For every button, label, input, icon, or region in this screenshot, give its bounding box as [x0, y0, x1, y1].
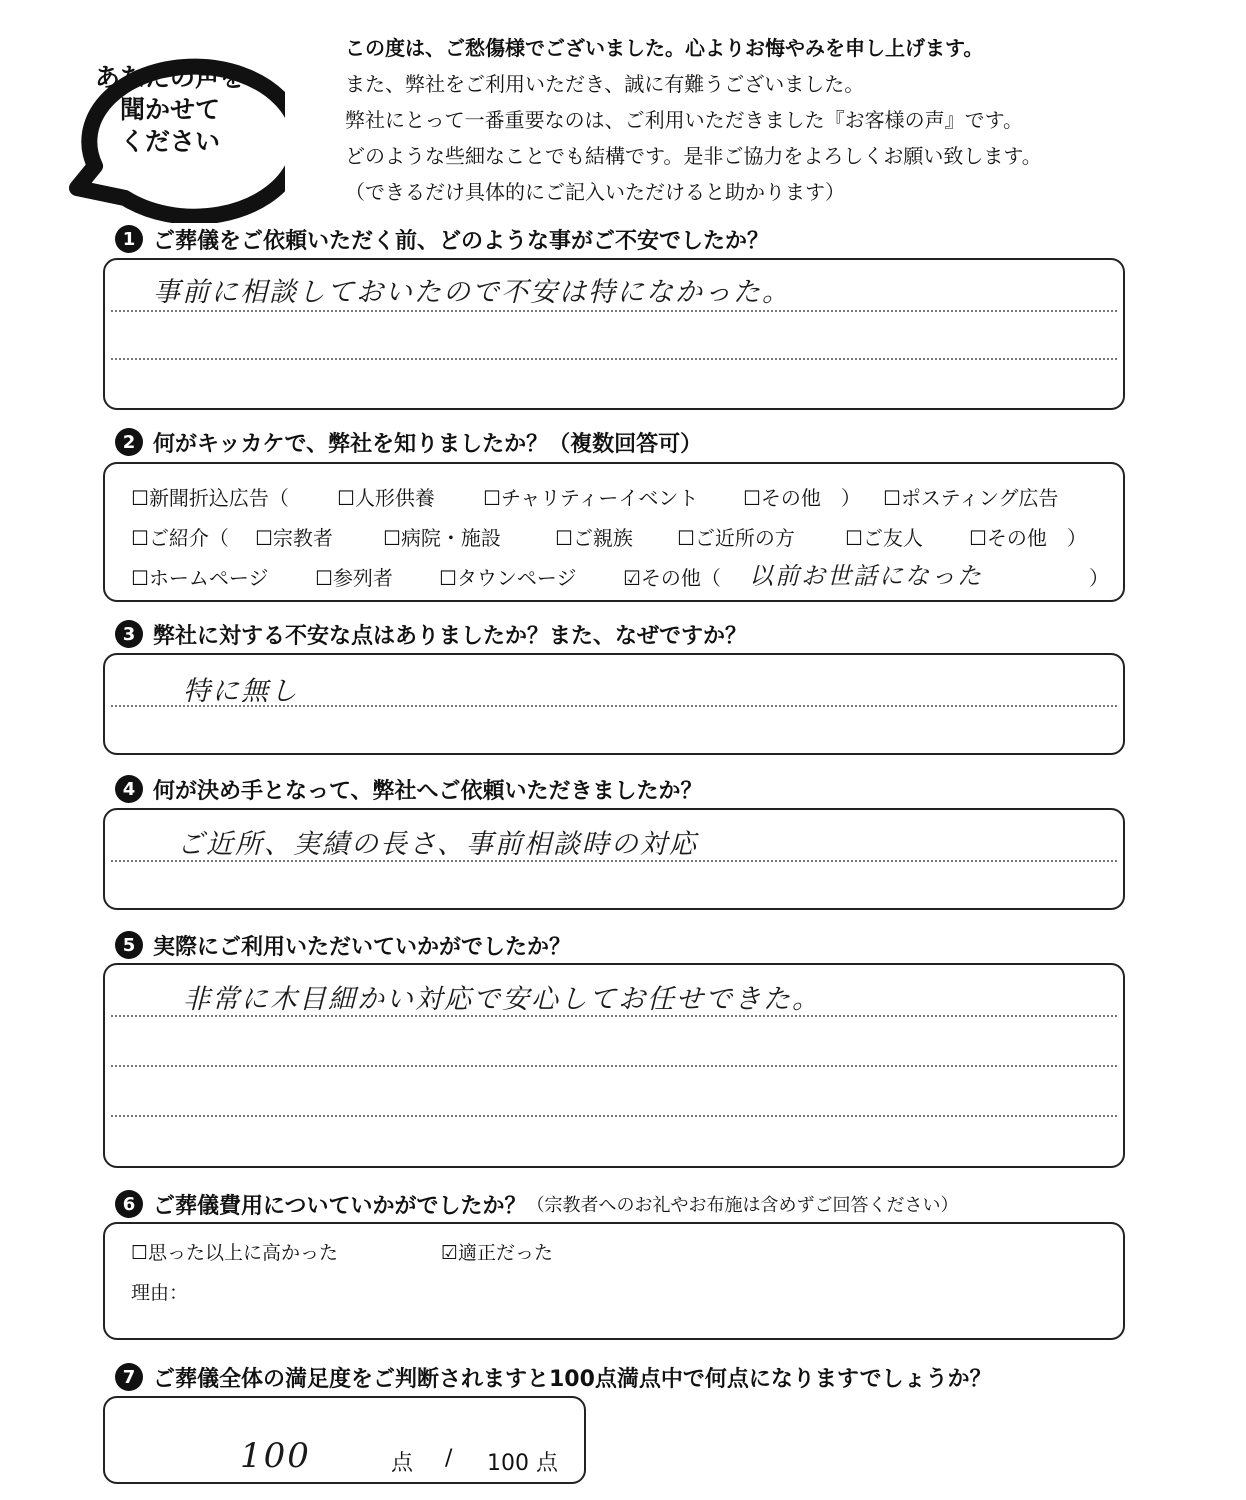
question-number: 1 — [115, 225, 143, 253]
checkbox-homepage[interactable]: ☐ ホームページ — [131, 562, 269, 591]
checkbox-charity-event[interactable]: ☐ チャリティーイベント — [483, 482, 698, 511]
checkbox-too-expensive[interactable]: ☐ 思った以上に高かった — [131, 1238, 338, 1265]
checkbox-townpage[interactable]: ☐ タウンページ — [439, 562, 577, 591]
answer-box-3[interactable] — [103, 653, 1125, 755]
question-number: 2 — [115, 428, 143, 456]
answer-box-2 — [103, 462, 1125, 602]
question-number: 4 — [115, 775, 143, 803]
question-number: 6 — [115, 1190, 143, 1218]
checkbox-clergy[interactable]: ☐ 宗教者 — [255, 522, 333, 551]
question-number: 3 — [115, 620, 143, 648]
checkbox-other-checked[interactable]: ☑ その他（ — [623, 562, 721, 591]
question-3-heading — [115, 617, 747, 651]
paren-close: ） — [1089, 566, 1109, 590]
answer-box-5[interactable] — [103, 963, 1125, 1168]
answer-box-6 — [103, 1222, 1125, 1340]
question-text: ご葬儀費用についていかがでしたか？ — [153, 1193, 527, 1219]
score-max: 100 点 — [487, 1451, 558, 1476]
intro-line: この度は、ご愁傷様でございました。心よりお悔やみを申し上げます。 — [345, 36, 984, 60]
question-7-heading — [115, 1360, 992, 1394]
checkbox-other-ad[interactable]: ☐ その他 ） — [743, 482, 861, 511]
question-4-heading — [115, 772, 703, 806]
handwritten-answer: ご近所、実績の長さ、事前相談時の対応 — [177, 829, 698, 860]
question-number: 7 — [115, 1363, 143, 1391]
checkbox-other-referral[interactable]: ☐ その他 ） — [969, 522, 1087, 551]
question-text: ご葬儀をご依頼いただく前、どのような事がご不安でしたか？ — [153, 228, 770, 254]
question-6-heading — [115, 1187, 959, 1221]
reason-label: 理由： — [131, 1282, 189, 1304]
question-2-heading — [115, 425, 702, 459]
question-text: 何がキッカケで、弊社を知りましたか？（複数回答可） — [153, 431, 703, 457]
checkbox-referral[interactable]: ☐ ご紹介（ — [131, 522, 229, 551]
checkbox-friends[interactable]: ☐ ご友人 — [845, 522, 923, 551]
checkbox-appropriate[interactable]: ☑ 適正だった — [441, 1238, 553, 1265]
checkbox-doll-memorial[interactable]: ☐ 人形供養 — [337, 482, 435, 511]
answer-box-1[interactable] — [103, 258, 1125, 410]
question-note: （宗教者へのお礼やお布施は含めずご回答ください） — [526, 1195, 959, 1216]
checkbox-posting-ad[interactable]: ☐ ポスティング広告 — [883, 482, 1059, 511]
handwritten-answer: 特に無し — [183, 676, 299, 707]
intro-line: また、弊社をご利用いただき、誠に有難うございました。 — [345, 72, 865, 96]
handwritten-other: 以前お世話になった — [749, 562, 983, 590]
question-1-heading — [115, 222, 769, 256]
checkbox-relatives[interactable]: ☐ ご親族 — [555, 522, 633, 551]
question-text: 実際にご利用いただいていかがでしたか？ — [153, 934, 572, 960]
checkbox-neighbors[interactable]: ☐ ご近所の方 — [677, 522, 795, 551]
question-text: 何が決め手となって、弊社へご依頼いただきましたか？ — [153, 778, 703, 804]
question-text: 弊社に対する不安な点はありましたか？また、なぜですか？ — [153, 623, 748, 649]
checkbox-hospital[interactable]: ☐ 病院・施設 — [383, 522, 501, 551]
question-5-heading — [115, 928, 571, 962]
question-text: ご葬儀全体の満足度をご判断されますと100点満点中で何点になりますでしょうか？ — [153, 1366, 992, 1392]
score-slash: / — [445, 1446, 453, 1471]
intro-line: （できるだけ具体的にご記入いただけると助かります） — [345, 180, 845, 204]
score-box[interactable] — [103, 1396, 586, 1484]
intro-line: どのような些細なことでも結構です。是非ご協力をよろしくお願い致します。 — [345, 144, 1042, 168]
handwritten-answer: 非常に木目細かい対応で安心してお任せできた。 — [183, 984, 821, 1015]
checkbox-newspaper[interactable]: ☐ 新聞折込広告（ — [131, 482, 289, 511]
handwritten-score: 100 — [240, 1436, 311, 1476]
bubble-heading: あなたの声を 聞かせて ください — [94, 63, 245, 156]
intro-text — [345, 30, 1042, 210]
intro-line: 弊社にとって一番重要なのは、ご利用いただきました『お客様の声』です。 — [345, 108, 1023, 132]
answer-box-4[interactable] — [103, 808, 1125, 910]
question-number: 5 — [115, 931, 143, 959]
score-unit: 点 — [391, 1451, 414, 1476]
handwritten-answer: 事前に相談しておいたので不安は特になかった。 — [153, 277, 791, 308]
checkbox-attendee[interactable]: ☐ 参列者 — [315, 562, 393, 591]
